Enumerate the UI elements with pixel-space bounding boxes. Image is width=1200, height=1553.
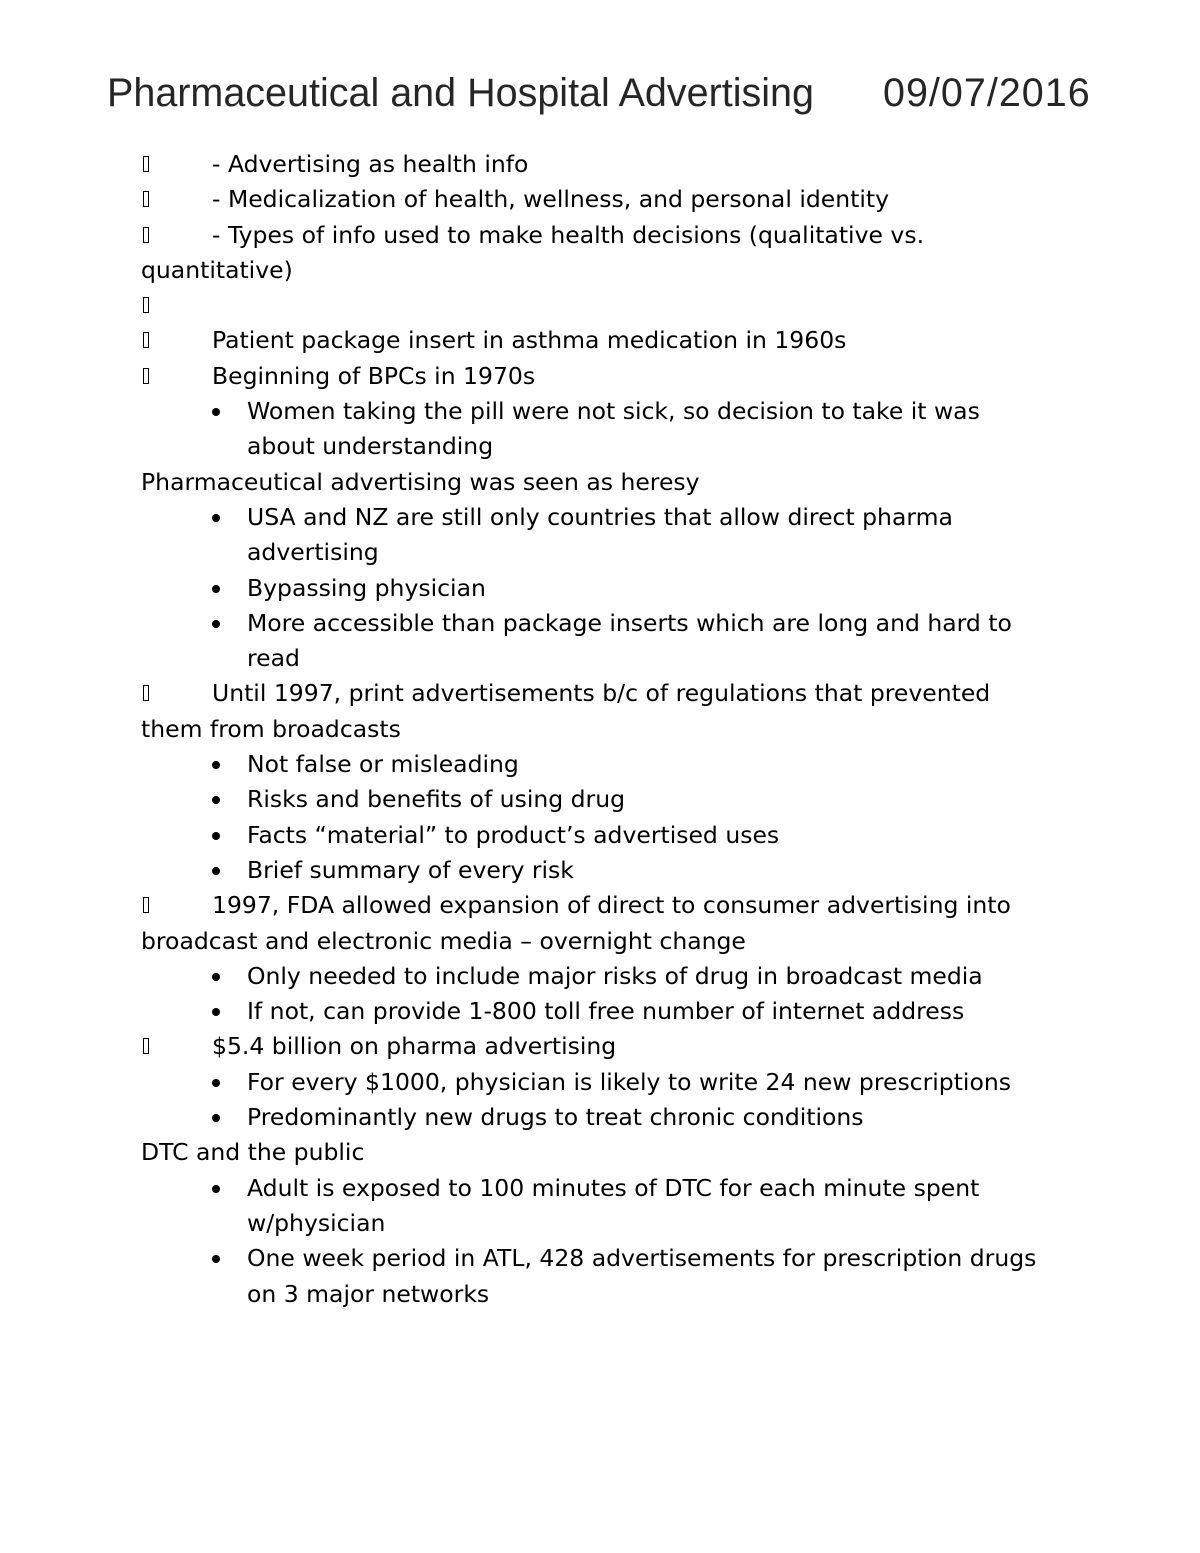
note-line xyxy=(0,465,1200,500)
bullet-item xyxy=(0,747,1200,782)
note-line xyxy=(0,1277,1200,1312)
note-line xyxy=(0,323,1200,358)
bullet-item xyxy=(0,853,1200,888)
bullet-text: about understanding xyxy=(247,432,494,461)
bullet-icon xyxy=(212,1185,220,1193)
note-line xyxy=(0,500,1200,535)
bullet-icon xyxy=(212,796,220,804)
note-text: them from broadcasts xyxy=(141,714,401,743)
note-line xyxy=(0,182,1200,217)
note-text: broadcast and electronic media – overnight change xyxy=(141,926,746,955)
bullet-icon xyxy=(212,761,220,769)
note-text: - Medicalization of health, wellness, and personal identity xyxy=(212,185,889,214)
note-line xyxy=(0,853,1200,888)
bullet-item xyxy=(0,394,1200,465)
missing-glyph-icon xyxy=(143,368,149,384)
note-item xyxy=(0,288,1200,323)
missing-glyph-icon xyxy=(143,227,149,243)
note-line xyxy=(0,1029,1200,1064)
note-line xyxy=(0,218,1200,253)
bullet-text: Only needed to include major risks of drug in broadcast media xyxy=(247,961,983,990)
missing-glyph-icon xyxy=(143,897,149,913)
note-line xyxy=(0,394,1200,429)
bullet-icon xyxy=(212,973,220,981)
note-line xyxy=(0,1100,1200,1135)
note-line xyxy=(0,571,1200,606)
note-item xyxy=(0,676,1200,747)
note-line xyxy=(0,253,1200,288)
note-line xyxy=(0,712,1200,747)
bullet-item xyxy=(0,818,1200,853)
note-item xyxy=(0,888,1200,959)
note-text: - Advertising as health info xyxy=(212,150,529,178)
note-text: Beginning of BPCs in 1970s xyxy=(212,361,536,390)
note-line xyxy=(0,747,1200,782)
note-text: $5.4 billion on pharma advertising xyxy=(212,1032,617,1061)
note-line xyxy=(0,429,1200,464)
bullet-item xyxy=(0,571,1200,606)
missing-glyph-icon xyxy=(143,332,149,348)
note-line xyxy=(0,147,1200,182)
section-heading-text: DTC and the public xyxy=(141,1138,365,1167)
bullet-icon xyxy=(212,620,220,628)
bullet-text: advertising xyxy=(247,538,379,567)
bullet-item xyxy=(0,782,1200,817)
section-heading-text: Pharmaceutical advertising was seen as heresy xyxy=(141,467,700,496)
bullet-text: read xyxy=(247,644,300,673)
note-text: - Types of info used to make health decisions (qualitative vs. xyxy=(212,220,925,249)
bullet-item xyxy=(0,606,1200,677)
bullet-icon xyxy=(212,514,220,522)
bullet-text: More accessible than package inserts which are long and hard to xyxy=(247,608,1012,637)
note-line xyxy=(0,359,1200,394)
note-text: Until 1997, print advertisements b/c of regulations that prevented xyxy=(212,679,991,708)
note-line xyxy=(0,1206,1200,1241)
bullet-item xyxy=(0,1171,1200,1242)
bullet-text: w/physician xyxy=(247,1208,386,1237)
note-text: Patient package insert in asthma medication in 1960s xyxy=(212,326,847,355)
note-line xyxy=(0,1171,1200,1206)
bullet-icon xyxy=(212,832,220,840)
section-heading xyxy=(0,465,1200,500)
bullet-item xyxy=(0,994,1200,1029)
missing-glyph-icon xyxy=(143,297,149,313)
bullet-text: Women taking the pill were not sick, so decision to take it was xyxy=(247,397,980,426)
bullet-icon xyxy=(212,867,220,875)
bullet-text: Not false or misleading xyxy=(247,750,519,779)
bullet-item xyxy=(0,1100,1200,1135)
note-text: quantitative) xyxy=(141,255,293,284)
note-line xyxy=(0,676,1200,711)
note-item xyxy=(0,323,1200,358)
bullet-icon xyxy=(212,1008,220,1016)
note-item xyxy=(0,182,1200,217)
missing-glyph-icon xyxy=(143,191,149,207)
note-line xyxy=(0,1241,1200,1276)
note-line xyxy=(0,606,1200,641)
notes-body xyxy=(0,147,1200,1312)
note-line xyxy=(0,888,1200,923)
bullet-item xyxy=(0,959,1200,994)
bullet-text: USA and NZ are still only countries that allow direct pharma xyxy=(247,502,953,531)
document-title: Pharmaceutical and Hospital Advertising xyxy=(107,71,814,115)
note-line xyxy=(0,288,1200,323)
note-text: 1997, FDA allowed expansion of direct to consumer advertising into xyxy=(212,891,1011,920)
note-line xyxy=(0,641,1200,676)
bullet-text: Predominantly new drugs to treat chronic conditions xyxy=(247,1103,864,1132)
bullet-icon xyxy=(212,1079,220,1087)
note-line xyxy=(0,818,1200,853)
note-line xyxy=(0,924,1200,959)
bullet-text: Risks and benefits of using drug xyxy=(247,785,626,814)
bullet-item xyxy=(0,1241,1200,1312)
bullet-icon xyxy=(212,1114,220,1122)
note-item xyxy=(0,147,1200,182)
bullet-text: Adult is exposed to 100 minutes of DTC for each minute spent xyxy=(247,1173,980,1202)
bullet-item xyxy=(0,500,1200,571)
bullet-text: Brief summary of every risk xyxy=(247,855,574,884)
note-line xyxy=(0,1065,1200,1100)
section-heading xyxy=(0,1135,1200,1170)
bullet-text: Bypassing physician xyxy=(247,573,486,602)
bullet-text: For every $1000, physician is likely to write 24 new prescriptions xyxy=(247,1067,1011,1096)
bullet-text: One week period in ATL, 428 advertisements for prescription drugs xyxy=(247,1244,1037,1273)
bullet-text: Facts “material” to product’s advertised uses xyxy=(247,820,780,849)
note-line xyxy=(0,959,1200,994)
note-item xyxy=(0,359,1200,394)
missing-glyph-icon xyxy=(143,1038,149,1054)
bullet-text: If not, can provide 1-800 toll free number of internet address xyxy=(247,997,965,1026)
missing-glyph-icon xyxy=(143,156,149,172)
bullet-icon xyxy=(212,585,220,593)
note-line xyxy=(0,994,1200,1029)
note-line xyxy=(0,782,1200,817)
note-line xyxy=(0,1135,1200,1170)
bullet-icon xyxy=(212,408,220,416)
bullet-icon xyxy=(212,1255,220,1263)
bullet-item xyxy=(0,1065,1200,1100)
note-item xyxy=(0,218,1200,289)
note-item xyxy=(0,1029,1200,1064)
bullet-text: on 3 major networks xyxy=(247,1279,490,1308)
note-line xyxy=(0,535,1200,570)
missing-glyph-icon xyxy=(143,685,149,701)
document-date: 09/07/2016 xyxy=(883,71,1091,115)
